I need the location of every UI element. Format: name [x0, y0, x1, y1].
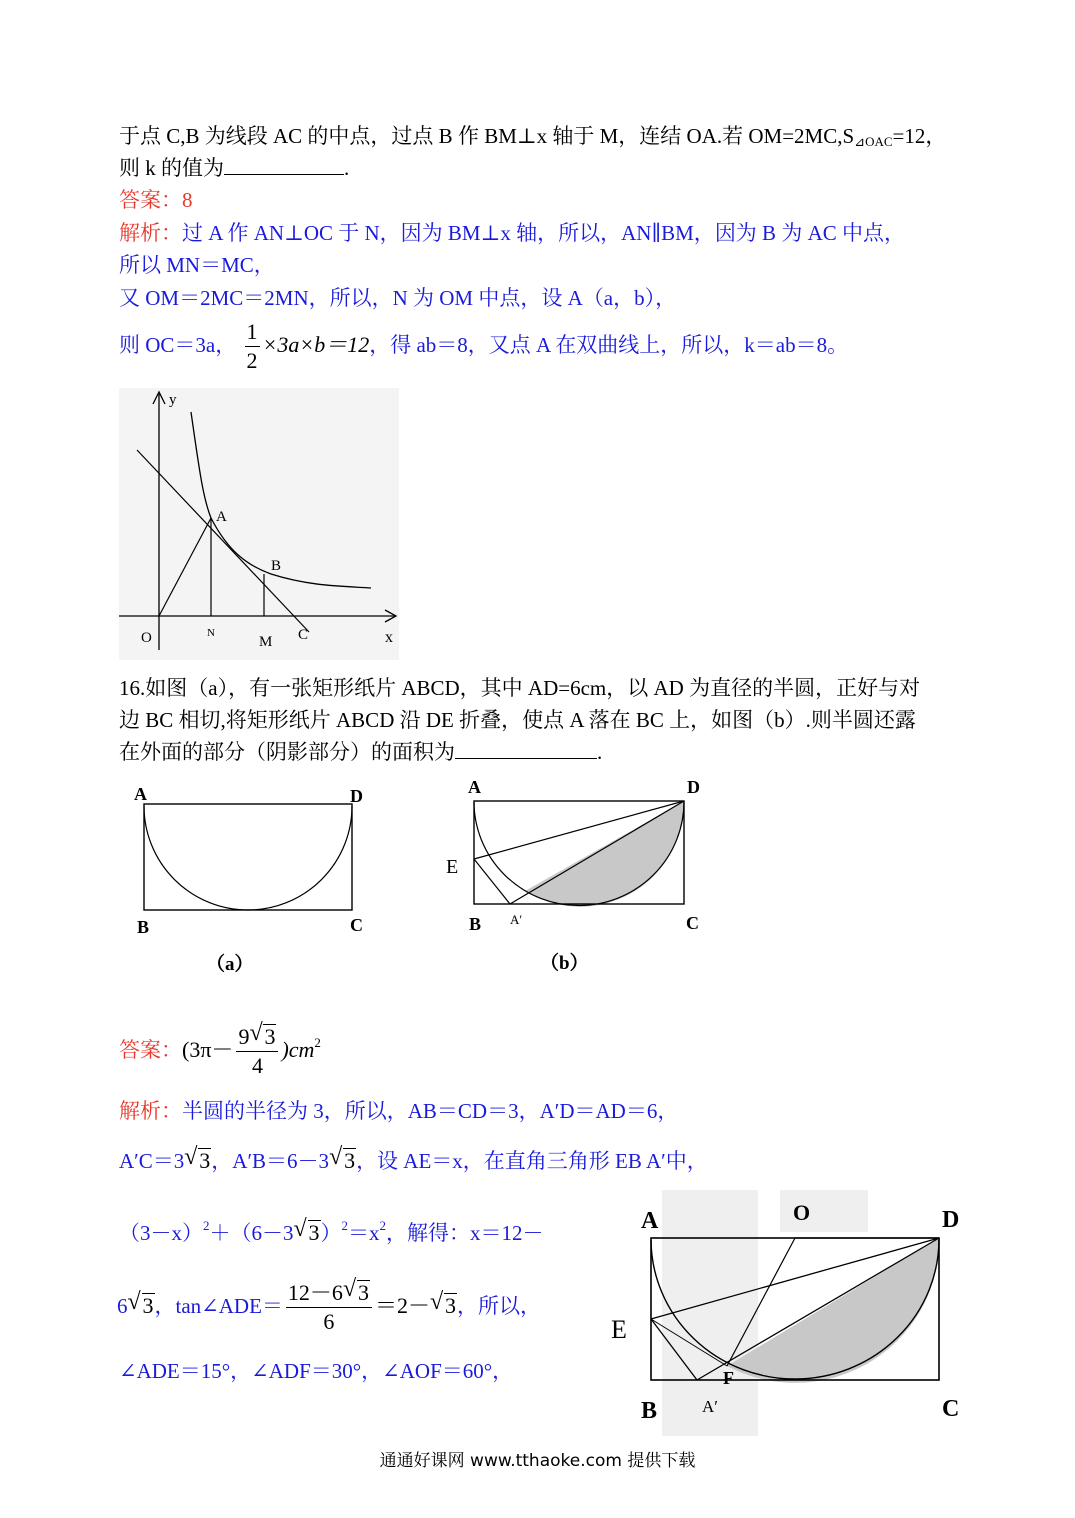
- caption-a: （a）: [206, 954, 254, 975]
- page-footer: 通通好课网 www.tthaoke.com 提供下载: [379, 1451, 696, 1471]
- caption-b: （b）: [540, 953, 589, 974]
- shaded-region-b: [525, 801, 684, 907]
- hyperbola-figure: [119, 388, 399, 660]
- label-a: A: [134, 784, 147, 804]
- label-e: E: [611, 1315, 627, 1344]
- label-f: F: [723, 1368, 734, 1388]
- label-c: C: [350, 915, 363, 935]
- p15-analysis-3: 又 OM＝2MC＝2MN，所以，N 为 OM 中点，设 A（a，b），: [119, 286, 677, 310]
- p16-analysis-5: ∠ADE＝15°，∠ADF＝30°，∠AOF＝60°，: [119, 1359, 514, 1383]
- label-n: N: [207, 627, 215, 639]
- tan-fraction: $\frac{12-6√ 3}{6}$: [286, 1280, 372, 1336]
- label-o: O: [141, 630, 152, 646]
- label-c: C: [298, 627, 309, 643]
- semicircle-a: [144, 806, 352, 910]
- label-d: D: [350, 786, 363, 806]
- label-c: C: [942, 1396, 960, 1422]
- label-a: A: [216, 509, 227, 525]
- label-a-prime: A′: [702, 1397, 718, 1416]
- label-b: B: [137, 917, 150, 937]
- p16-analysis-3: $(3-x)^2+(6-3√$ $3)^2=x^2$，解得：x＝12－: [119, 1211, 544, 1248]
- figure-a: [128, 780, 373, 975]
- label-y: y: [169, 392, 177, 408]
- p16-analysis-1: 解析：半圆的半径为 3，所以，AB＝CD＝3，A′D＝AD＝6，: [119, 1099, 679, 1123]
- label-c: C: [686, 913, 699, 933]
- label-b: B: [469, 914, 482, 934]
- label-m: M: [259, 634, 273, 650]
- label-e: E: [446, 856, 459, 878]
- label-b: B: [271, 558, 282, 574]
- figure-b: [440, 772, 710, 977]
- label-o: O: [793, 1200, 811, 1225]
- p16-line3: 在外面的部分（阴影部分）的面积为 .: [119, 740, 603, 764]
- label-d: D: [942, 1207, 960, 1233]
- label-a: A: [468, 777, 481, 797]
- p16-line1: 16.如图（a），有一张矩形纸片 ABCD，其中 AD=6cm，以 AD 为直径的半圆，正好与对: [119, 676, 921, 700]
- p15-line1: 于点 C,B 为线段 AC 的中点，过点 B 作 BM⊥x 轴于 M，连结 OA.若 $OM=2MC,S_{⊿OAC}=12$，: [119, 124, 947, 149]
- p15-analysis-4: 则 OC＝3a， $\frac{1}{2}$ ×3a×b＝12，得 ab＝8，又点 A 在双曲线上，所以，k＝ab＝8。: [119, 319, 849, 374]
- figure-c: [605, 1190, 970, 1440]
- label-a: A: [641, 1208, 659, 1234]
- p15-analysis-1: 解析：过 A 作 AN⊥OC 于 N，因为 BM⊥x 轴，所以，AN∥BM，因为 B 为 AC 中点，: [119, 221, 905, 245]
- p16-analysis-2: A′C＝3√ 3，A′B＝6－3√ 3，设 AE＝x，在直角三角形 EB A′中，: [119, 1146, 708, 1176]
- p16-analysis-4: 6√ 3，tan∠ADE＝ $\frac{12-6√ 3}{6}$ ＝2－√ 3，所以，: [117, 1272, 541, 1340]
- fraction-half: $\frac{1}{2}$: [246, 319, 258, 374]
- p15-line2: 则 k 的值为 .: [119, 156, 350, 180]
- answer-fraction: $\frac{9√ 3}{4}$: [236, 1024, 278, 1080]
- p16-answer: 答案：(3π－ $\frac{9√ 3}{4}$ )$cm^2$: [119, 1012, 321, 1081]
- label-a-prime: A′: [510, 912, 523, 927]
- label-b: B: [641, 1398, 658, 1424]
- p16-line2: 边 BC 相切,将矩形纸片 ABCD 沿 DE 折叠，使点 A 落在 BC 上，如图（b）.则半圆还露: [119, 708, 916, 732]
- label-x: x: [385, 629, 393, 646]
- label-d: D: [687, 777, 700, 797]
- p15-analysis-2: 所以 MN＝MC，: [119, 253, 275, 277]
- shaded-region-c: [727, 1238, 939, 1383]
- p15-answer: 答案：8: [119, 188, 193, 212]
